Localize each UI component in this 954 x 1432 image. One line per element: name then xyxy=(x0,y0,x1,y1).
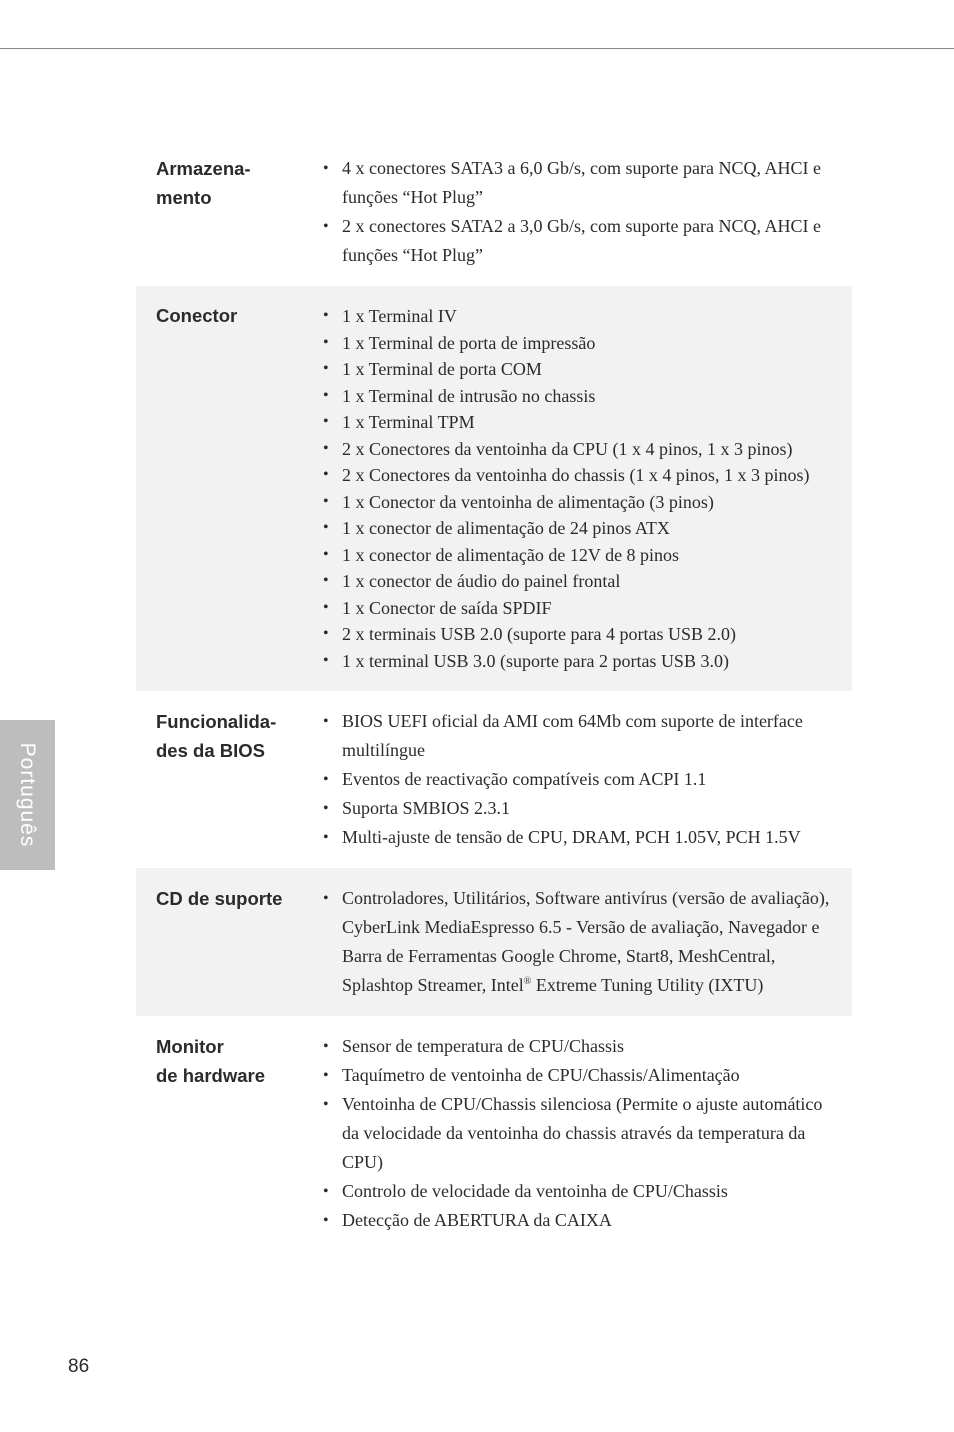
list-item: • 4 x conectores SATA3 a 6,0 Gb/s, com suporte para NCQ, AHCI e funções “Hot Plug” xyxy=(300,154,834,212)
spec-row-armazenamento xyxy=(136,140,852,286)
spec-row-monitor-hardware xyxy=(136,1016,852,1251)
list-item: • 1 x Terminal de intrusão no chassis xyxy=(300,383,834,410)
list-item: • Eventos de reactivação compatíveis com ACPI 1.1 xyxy=(300,765,834,794)
list-item: • 2 x Conectores da ventoinha da CPU (1 x 4 pinos, 1 x 3 pinos) xyxy=(300,436,834,463)
spec-label-conector: Conector xyxy=(156,305,238,326)
header-rule xyxy=(0,48,954,49)
list-item: • 1 x conector de alimentação de 24 pinos ATX xyxy=(300,515,834,542)
list-item: • Ventoinha de CPU/Chassis silenciosa (Permite o ajuste automático da velocidade da ventoinha do chassis através da temperatura da CPU) xyxy=(300,1090,834,1177)
spec-list-monitor-hardware xyxy=(300,1032,852,1235)
list-item: • BIOS UEFI oficial da AMI com 64Mb com suporte de interface multilíngue xyxy=(300,707,834,765)
list-item: • 1 x terminal USB 3.0 (suporte para 2 portas USB 3.0) xyxy=(300,648,834,675)
list-item: • Controlo de velocidade da ventoinha de CPU/Chassis xyxy=(300,1177,834,1206)
spec-list-cd-suporte xyxy=(300,884,852,1000)
spec-list-conector xyxy=(300,303,852,674)
list-item: • 1 x conector de alimentação de 12V de 8 pinos xyxy=(300,542,834,569)
spec-label-bios: Funcionalida- des da BIOS xyxy=(156,711,277,761)
list-item: • 1 x Conector de saída SPDIF xyxy=(300,595,834,622)
registered-mark: ® xyxy=(523,976,532,987)
spec-row-conector xyxy=(136,286,852,691)
spec-list-bios xyxy=(300,707,852,852)
page-number: 86 xyxy=(68,1356,90,1377)
list-item: • Controladores, Utilitários, Software antivírus (versão de avaliação), CyberLink MediaEspresso 6.5 - Versão de avaliação, Navegador e Barra de Ferramentas Google Chrome, Start8, MeshCentral, Splashtop Streamer, Intel® Extreme Tuning Utility (IXTU) xyxy=(300,884,834,1000)
list-item: • Multi-ajuste de tensão de CPU, DRAM, PCH 1.05V, PCH 1.5V xyxy=(300,823,834,852)
list-item: • 1 x Terminal TPM xyxy=(300,409,834,436)
specification-table xyxy=(136,140,852,1251)
list-item: • Suporta SMBIOS 2.3.1 xyxy=(300,794,834,823)
list-item: • Taquímetro de ventoinha de CPU/Chassis/Alimentação xyxy=(300,1061,834,1090)
list-item: • 1 x Terminal de porta de impressão xyxy=(300,330,834,357)
list-item: • 1 x Terminal de porta COM xyxy=(300,356,834,383)
list-item: • 1 x Terminal IV xyxy=(300,303,834,330)
spec-row-cd-suporte xyxy=(136,868,852,1016)
list-item: • 1 x conector de áudio do painel frontal xyxy=(300,568,834,595)
list-item: • 1 x Conector da ventoinha de alimentação (3 pinos) xyxy=(300,489,834,516)
spec-label-monitor-hardware: Monitor de hardware xyxy=(156,1036,265,1086)
list-item: • Detecção de ABERTURA da CAIXA xyxy=(300,1206,834,1235)
spec-label-armazenamento: Armazena- mento xyxy=(156,158,251,208)
list-item: • 2 x conectores SATA2 a 3,0 Gb/s, com suporte para NCQ, AHCI e funções “Hot Plug” xyxy=(300,212,834,270)
language-side-tab-label: Português xyxy=(16,742,39,848)
list-item: • 2 x Conectores da ventoinha do chassis (1 x 4 pinos, 1 x 3 pinos) xyxy=(300,462,834,489)
spec-label-cd-suporte: CD de suporte xyxy=(156,888,283,909)
list-item: • Sensor de temperatura de CPU/Chassis xyxy=(300,1032,834,1061)
spec-row-bios xyxy=(136,691,852,868)
spec-list-armazenamento xyxy=(300,154,852,270)
list-item: • 2 x terminais USB 2.0 (suporte para 4 portas USB 2.0) xyxy=(300,621,834,648)
